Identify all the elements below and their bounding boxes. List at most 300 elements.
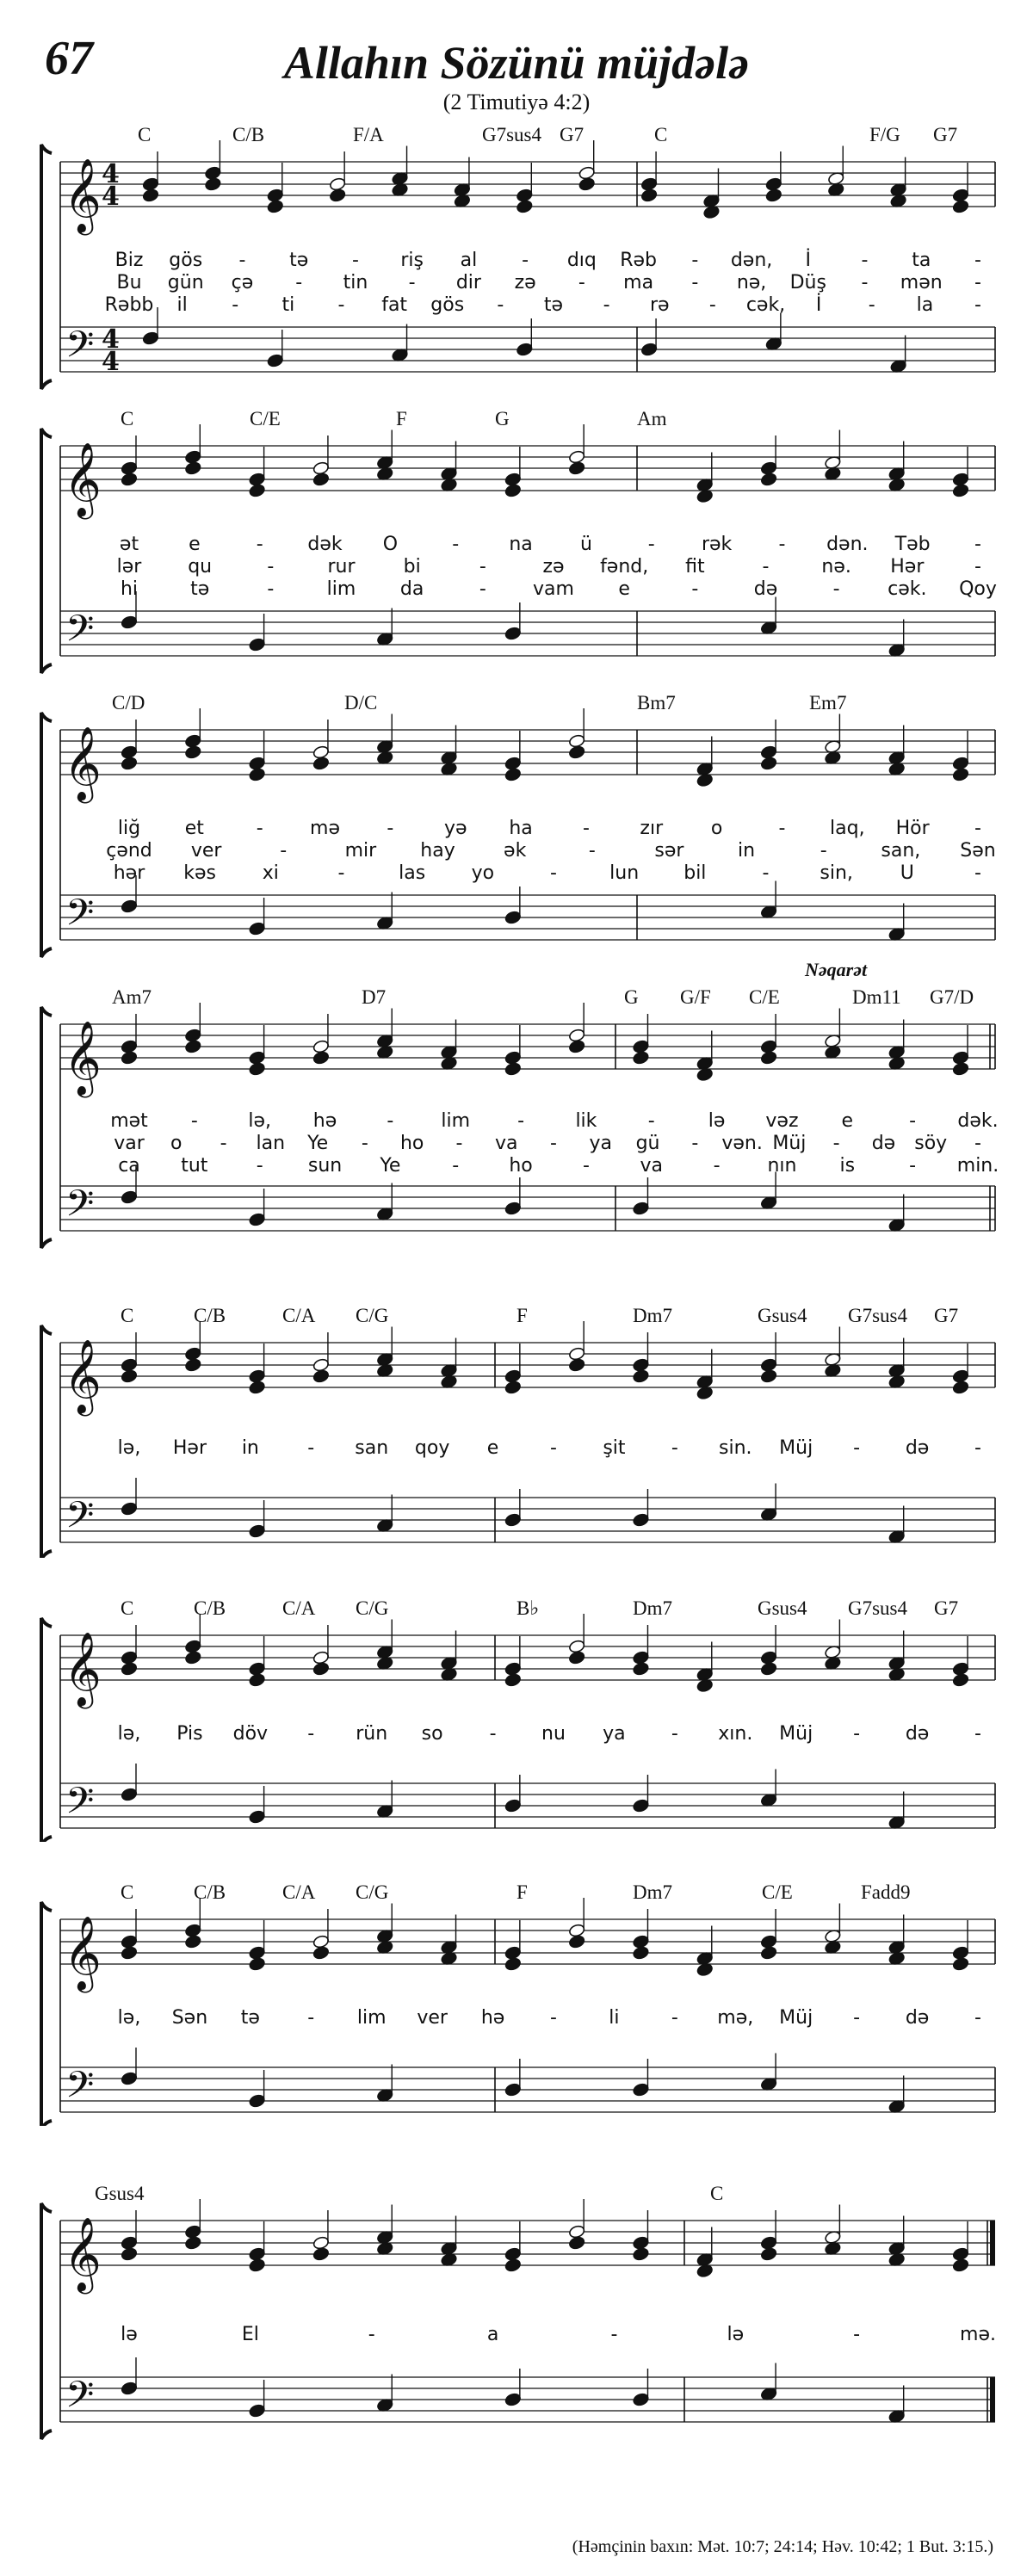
lyric-syllable: lə [727,2324,745,2345]
treble-note [249,483,266,497]
bass-note [640,342,658,356]
chord-symbol: F/A [353,124,384,145]
treble-clef-icon: 𝄞 [64,2217,102,2291]
lyric-syllable: İ [805,250,812,271]
lyric-syllable: ət [119,534,139,555]
lyric-syllable: rə [649,294,670,316]
lyric-syllable: - [256,534,263,555]
lyric-syllable: - [974,1133,981,1154]
bass-note [121,1787,138,1801]
treble-note [516,188,533,202]
treble-note [329,188,346,202]
lyric-syllable: - [408,272,416,293]
bass-note [504,2392,522,2406]
lyric-syllable: mət [110,1110,148,1132]
lyric-syllable: zə [542,556,565,578]
music-system-6 [0,1558,1033,1842]
treble-clef-icon: 𝄞 [64,442,102,516]
music-system-4 [0,959,1033,1265]
lyric-syllable: - [671,1437,678,1459]
lyric-syllable: hə [480,2007,505,2029]
treble-note [312,2235,330,2250]
chord-symbol: G7 [560,124,585,145]
treble-note [312,2246,330,2261]
bass-note [632,1512,649,1527]
treble-note [121,460,138,475]
treble-note [184,1923,201,1937]
treble-note [568,1346,585,1361]
lyric-syllable: il [176,294,188,316]
treble-note [204,165,221,180]
lyric-syllable: lim [356,2007,387,2029]
lyric-syllable: mən [900,272,943,293]
lyric-syllable: - [820,840,827,862]
chord-symbol: F [396,408,407,429]
treble-note [121,472,138,486]
lyric-syllable: - [361,1133,368,1154]
chord-symbol: B♭ [516,1597,540,1619]
lyric-syllable: gü [635,1133,660,1154]
lyric-syllable: so [421,1723,443,1745]
lyric-syllable: ca [118,1155,140,1177]
bass-note [121,1189,138,1204]
treble-clef-icon: 𝄞 [64,1339,102,1413]
lyric-syllable: vən. [721,1133,763,1154]
chord-symbol: C/G [356,1881,389,1903]
treble-clef-icon: 𝄞 [64,158,102,232]
chord-symbol: G [495,408,510,429]
bass-note [504,626,522,640]
lyric-syllable: laq, [830,818,865,839]
treble-note [952,1661,969,1676]
lyric-syllable: ma [623,272,654,293]
lyric-syllable: - [778,818,786,839]
lyric-syllable: da [399,578,424,600]
lyric-syllable: mir [344,840,377,862]
treble-clef-icon: 𝄞 [64,1021,102,1095]
treble-note [504,1368,522,1383]
lyric-syllable: et [184,818,204,839]
lyric-syllable: Hör [895,818,930,839]
lyric-syllable: lun [609,862,640,884]
lyric-syllable: la [916,294,934,316]
lyric-syllable: rək [701,534,733,555]
chord-symbol: C/B [194,1881,226,1903]
treble-note [760,1661,777,1676]
chord-symbol: C [121,1597,134,1619]
lyric-syllable: söy [914,1133,948,1154]
lyric-syllable: xın. [718,1723,753,1745]
treble-note [568,1934,585,1949]
staff-graphics [0,973,1033,1265]
treble-note [249,756,266,770]
chord-symbol: Dm7 [633,1881,672,1903]
chord-symbol: Dm7 [633,1597,672,1619]
lyric-syllable: Təb [894,534,931,555]
chord-symbol: C [121,408,134,429]
lyric-syllable: e [618,578,630,600]
bass-clef-icon: 𝄢 [65,892,95,943]
lyric-syllable: - [307,1723,315,1745]
treble-note [760,756,777,770]
lyric-syllable: al [460,250,478,271]
system-bracket [41,145,52,389]
treble-note [121,1050,138,1065]
treble-note [760,1039,777,1053]
lyric-syllable: tə [543,294,564,316]
treble-note [312,1661,330,1676]
treble-note [204,176,221,191]
lyric-syllable: ver [190,840,222,862]
treble-note [504,2246,522,2261]
lyric-syllable: - [489,1723,497,1745]
chord-symbol: F [516,1881,528,1903]
lyric-syllable: qoy [414,1437,450,1459]
lyric-syllable: mə, [717,2007,754,2029]
lyric-syllable: Biz [114,250,144,271]
lyric-syllable: şit [603,1437,626,1459]
treble-note [640,176,658,191]
treble-note [121,756,138,770]
lyric-syllable: Hər [172,1437,207,1459]
lyric-syllable: lan [256,1133,286,1154]
hymn-title: Allahın Sözünü müjdələ [283,37,750,89]
chord-symbol: Gsus4 [758,1305,807,1326]
treble-note [249,472,266,486]
music-system-3 [0,689,1033,973]
lyric-syllable: ver [417,2007,448,2029]
lyric-syllable: hər [113,862,145,884]
treble-note [142,188,159,202]
lyric-syllable: Rəbb [104,294,154,316]
chord-symbol: C/E [250,408,281,429]
bass-note [504,1798,522,1813]
treble-clef-icon: 𝄞 [64,1632,102,1706]
lyric-syllable: lə [121,2324,138,2345]
lyric-syllable: nə. [821,556,851,578]
treble-note [568,460,585,475]
treble-note [952,1368,969,1383]
lyric-syllable: Düş [789,272,826,293]
time-signature-top: 4 [102,324,120,355]
treble-note [312,744,330,759]
lyric-syllable: Ye [380,1155,401,1177]
treble-clef-icon: 𝄞 [64,1916,102,1990]
treble-note [568,733,585,748]
lyric-syllable: san, [881,840,921,862]
lyric-syllable: - [351,250,359,271]
lyric-syllable: - [256,1155,263,1177]
treble-note [121,2235,138,2250]
lyric-syllable: - [868,294,875,316]
lyric-syllable: mə. [960,2324,996,2345]
treble-note [765,176,782,191]
treble-note [121,1368,138,1383]
lyric-syllable: Hər [890,556,925,578]
treble-note [952,1061,969,1076]
treble-note [249,1945,266,1960]
lyric-syllable: - [582,1155,590,1177]
treble-note [760,2235,777,2250]
lyric-syllable: ti [281,294,295,316]
treble-note [952,472,969,486]
treble-note [632,1934,649,1949]
lyric-syllable: lər [116,556,142,578]
lyric-syllable: - [853,1723,861,1745]
chord-symbol: C/B [194,1305,226,1326]
lyric-syllable: də [871,1133,896,1154]
lyric-syllable: is [839,1155,856,1177]
treble-note [184,1639,201,1653]
chord-symbol: Dm7 [633,1305,672,1326]
lyric-syllable: nın [767,1155,797,1177]
lyric-syllable: in [241,1437,259,1459]
lyric-syllable: - [582,818,590,839]
lyric-syllable: - [974,1437,981,1459]
lyric-syllable: Müj [779,2007,813,2029]
lyric-syllable: - [647,534,655,555]
system-bracket [41,429,52,673]
lyric-syllable: - [832,1133,840,1154]
lyric-syllable: - [517,1110,525,1132]
lyric-syllable: Rəb [620,250,657,271]
treble-note [952,756,969,770]
lyric-syllable: hay [420,840,455,862]
treble-note [142,176,159,191]
lyric-syllable: sin, [820,862,853,884]
lyric-syllable: - [974,862,981,884]
lyric-syllable: zır [640,818,664,839]
treble-note [312,1357,330,1372]
lyric-syllable: qu [188,556,213,578]
lyric-syllable: - [452,1155,460,1177]
treble-note [249,1050,266,1065]
treble-note [249,1661,266,1676]
treble-note [249,1380,266,1394]
lyric-syllable: İ [815,294,822,316]
treble-note [568,1028,585,1042]
treble-note [504,1956,522,1971]
lyric-syllable: e [486,1437,499,1459]
treble-note [184,733,201,748]
treble-note [121,1661,138,1676]
lyric-syllable: dıq [566,250,597,271]
bass-clef-icon: 𝄢 [65,1780,95,1832]
treble-note [632,1661,649,1676]
treble-note [312,1650,330,1665]
bass-note [121,2071,138,2085]
lyric-syllable: - [588,840,596,862]
lyric-syllable: - [861,250,869,271]
treble-clef-icon: 𝄞 [64,726,102,800]
chord-symbol: Bm7 [637,692,676,713]
bass-clef-icon: 𝄢 [65,1494,95,1546]
lyric-syllable: - [190,1110,198,1132]
chord-symbol: C/A [282,1597,316,1619]
lyric-syllable: lə, [117,1437,141,1459]
treble-note [632,1368,649,1383]
bass-note [249,2093,266,2108]
lyric-syllable: də [905,1437,930,1459]
treble-note [504,1380,522,1394]
treble-note [568,1039,585,1053]
lyric-syllable: - [762,862,770,884]
lyric-syllable: gös [169,250,203,271]
treble-note [516,199,533,213]
lyric-syllable: El [241,2324,259,2345]
lyric-syllable: va [640,1155,664,1177]
bass-note [632,2082,649,2097]
bass-note [504,1512,522,1527]
lyric-syllable: na [509,534,533,555]
lyric-syllable: lə, [117,1723,141,1745]
bass-note [121,899,138,913]
bass-clef-icon: 𝄢 [65,608,95,659]
lyric-syllable: çə [231,272,254,293]
chord-symbol: D7 [362,986,387,1008]
lyric-syllable: fat [381,294,408,316]
lyric-syllable: - [578,272,585,293]
treble-note [184,1346,201,1361]
treble-note [568,449,585,464]
chord-symbol: Gsus4 [95,2183,145,2204]
chord-symbol: G7sus4 [848,1305,908,1326]
treble-note [121,1650,138,1665]
bass-note [504,1201,522,1215]
lyric-syllable: san [355,1437,389,1459]
chord-symbol: G [624,986,639,1008]
chord-symbol: C/E [749,986,780,1008]
lyric-syllable: dək. [957,1110,999,1132]
chord-symbol: G7 [934,1597,959,1619]
treble-note [632,2235,649,2250]
chord-symbol: C [654,124,668,145]
treble-note [184,1650,201,1665]
treble-note [249,1368,266,1383]
treble-note [504,1672,522,1687]
bass-note [121,1501,138,1516]
treble-note [504,1945,522,1960]
lyric-syllable: - [909,1155,917,1177]
treble-note [760,1650,777,1665]
treble-note [568,1357,585,1372]
treble-note [184,1028,201,1042]
lyric-syllable: - [267,578,275,600]
treble-note [184,449,201,464]
treble-note [184,460,201,475]
treble-note [568,1639,585,1653]
lyric-syllable: rur [327,556,356,578]
lyric-syllable: - [853,2007,861,2029]
lyric-syllable: - [550,1437,557,1459]
lyric-syllable: e [841,1110,854,1132]
lyric-syllable: va [494,1133,518,1154]
chord-symbol: G7sus4 [848,1597,908,1619]
treble-note [312,460,330,475]
lyric-syllable: lik [575,1110,597,1132]
lyric-syllable: in [738,840,756,862]
lyric-syllable: riş [400,250,424,271]
lyric-syllable: - [832,578,840,600]
lyric-syllable: las [399,862,426,884]
lyric-syllable: də [905,2007,930,2029]
chord-symbol: C/G [356,1597,389,1619]
lyric-syllable: - [610,2324,618,2345]
lyric-syllable: - [691,578,699,600]
lyric-syllable: - [307,2007,315,2029]
lyric-syllable: o [170,1133,182,1154]
treble-note [760,744,777,759]
lyric-syllable: lə, [117,2007,141,2029]
lyric-syllable: - [974,1723,981,1745]
lyric-syllable: dən, [730,250,773,271]
system-bracket [41,2203,52,2439]
lyric-syllable: - [550,1133,557,1154]
staff-graphics [0,2126,1033,2496]
lyric-syllable: - [861,272,869,293]
treble-note [121,1934,138,1949]
chord-symbol: C/B [194,1597,226,1619]
lyric-syllable: o [710,818,723,839]
lyric-syllable: bi [403,556,421,578]
treble-note [312,1050,330,1065]
treble-note [184,1039,201,1053]
hymn-number: 67 [45,32,93,85]
lyric-syllable: - [232,294,239,316]
treble-note [312,1039,330,1053]
treble-note [760,1934,777,1949]
treble-note [952,1956,969,1971]
lyric-syllable: - [974,272,981,293]
treble-note [568,2235,585,2250]
treble-note [121,1039,138,1053]
treble-note [312,756,330,770]
treble-note [952,483,969,497]
time-signature-bottom: 4 [102,182,120,212]
lyric-syllable: a [486,2324,499,2345]
chord-symbol: Fadd9 [861,1881,911,1903]
lyric-syllable: zə [514,272,536,293]
music-system-8 [0,2126,1033,2496]
treble-note [952,1672,969,1687]
lyric-syllable: rün [356,1723,388,1745]
chord-symbol: C [121,1305,134,1326]
lyric-syllable: - [368,2324,375,2345]
lyric-syllable: fənd, [600,556,649,578]
treble-note [504,483,522,497]
lyric-syllable: - [671,2007,678,2029]
bass-note [632,1798,649,1813]
lyric-syllable: tə [289,250,309,271]
chord-symbol: C [710,2183,724,2204]
treble-note [760,472,777,486]
treble-note [184,2235,201,2250]
lyric-syllable: nə, [736,272,767,293]
lyric-syllable: - [387,818,394,839]
music-system-1 [0,120,1033,405]
treble-note [952,767,969,781]
lyric-syllable: də [753,578,778,600]
lyric-syllable: ək [504,840,527,862]
treble-note [249,767,266,781]
treble-note [952,2258,969,2272]
lyric-syllable: liğ [117,818,141,839]
bass-note [249,2403,266,2418]
bass-note [142,330,159,345]
system-bracket [41,713,52,957]
lyric-syllable: - [387,1110,394,1132]
treble-note [952,188,969,202]
